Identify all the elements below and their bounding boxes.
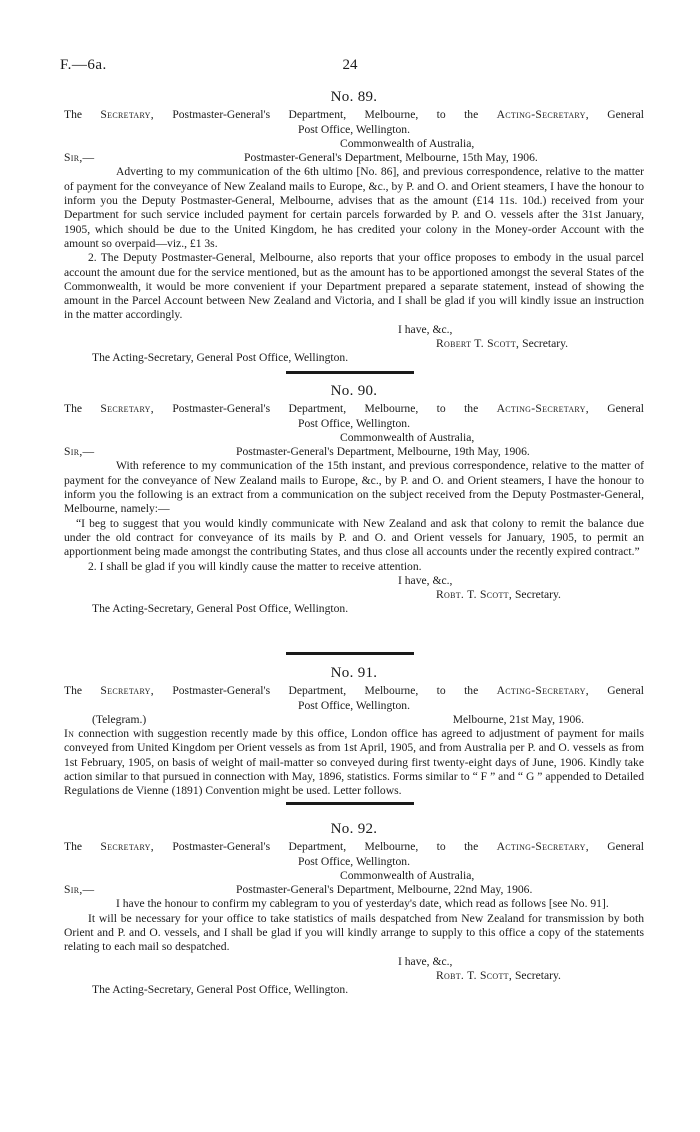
letter-number: No. 92. [330,821,378,837]
heading-mid: Postmaster-General's Department, Melbourne, to the [172,840,479,854]
letter-number: No. 91. [330,665,378,681]
addressee: The Acting-Secretary, General Post Office, Wellington. [92,983,349,997]
letter-89 [64,90,644,366]
heading-line2: Post Office, Wellington. [298,122,410,136]
heading-to: Acting-Secretary, [496,402,589,416]
signature [436,337,644,351]
telegram-row [64,713,644,727]
heading-mid: Postmaster-General's Department, Melbourne, to the [172,108,479,122]
paragraph-2: It will be necessary for your office to take statistics of mails despatched from New Zealand for transmission by both Orient and P. and O. vessels, and I shall be glad if you will kindly arrange to supply to this office a copy of the statements relating to each mail so despatched. [64,911,644,954]
salutation-row [64,883,644,897]
heading-prefix: The [64,840,83,854]
quoted-extract: “I beg to suggest that you would kindly communicate with New Zealand and ask that colony to remit the balance due under the old contract for conveyance of its mails by P. and O. and Orient vessels for January, 1905, to permit an apportionment being made amongst the contributing States, and thus close all accounts under the recently expired contract.” [64,516,644,559]
telegram-body [64,727,644,798]
telegram-text: connection with suggestion recently made by this office, London office has agreed to adjustment of payment for mails conveyed from United Kingdom per Orient vessels as from 1st April, 1905, and from Australia per P. and O. vessels as from 1st February, 1905, on basis of weight of mail-matter so conveyed during first twenty-eight days of June, 1906. Kindly take action similar to that pursued in connection with May, 1896, statistics. Forms similar to “ F ” and “ G ” appended to Detailed Regulations de Vienne (1891) Convention might be used. Letter follows. [64,727,644,798]
signature-title: Secretary. [514,588,561,602]
paragraph-1: With reference to my communication of the 15th instant, and previous correspondence, relative to the matter of payment for the conveyance of New Zealand mails to Europe, &c., by P. and O. and Orient steamers, I have the honour to inform you the following is an extract from a communication on the subject received from the Deputy Postmaster-General, Melbourne, namely:— [64,459,644,516]
closing: I have, &c., [398,322,453,336]
heading-prefix: The [64,108,83,122]
salutation-row [64,151,644,165]
letter-number: No. 90. [330,383,378,399]
heading-suffix: General [607,840,644,854]
section-divider [286,371,414,374]
telegram-first-word: In [64,727,75,741]
heading-prefix: The [64,402,83,416]
page-number: 24 [342,57,358,73]
heading-prefix: The [64,684,83,698]
letter-heading [64,108,644,137]
telegram-label: (Telegram.) [92,712,147,726]
letter-90 [64,384,644,617]
section-divider [286,802,414,805]
closing: I have, &c., [398,954,453,968]
signature [436,969,644,983]
heading-from: Secretary, [100,684,154,698]
heading-mid: Postmaster-General's Department, Melbourne, to the [172,684,479,698]
signature-name: Robt. T. Scott, [436,588,513,602]
heading-from: Secretary, [100,840,154,854]
closing: I have, &c., [398,573,453,587]
addressee: The Acting-Secretary, General Post Office, Wellington. [92,351,349,365]
heading-to: Acting-Secretary, [496,840,589,854]
salutation: Sir,— [64,883,95,897]
addressee: The Acting-Secretary, General Post Office, Wellington. [92,602,349,616]
signature-name: Robt. T. Scott, [436,968,513,982]
letter-91 [64,666,644,799]
letter-date: Melbourne, 21st May, 1906. [452,712,584,726]
heading-line2: Post Office, Wellington. [298,698,410,712]
salutation-row [64,445,644,459]
letter-number: No. 89. [330,89,378,105]
letter-date: Postmaster-General's Department, Melbourne, 15th May, 1906. [244,151,538,165]
section-divider [286,652,414,655]
heading-to: Acting-Secretary, [496,108,589,122]
paragraph-1: I have the honour to confirm my cablegram to you of yesterday's date, which read as follows [see No. 91]. [116,897,609,911]
paragraph-1: Adverting to my communication of the 6th ultimo [No. 86], and previous correspondence, relative to the matter of payment for the conveyance of New Zealand mails to Europe, &c., by P. and O. and Orient steamers, I have the honour to inform you the Deputy Postmaster-General, Melbourne, advises that as the amount (£14 11s. 10d.) received from your Department for such service included payment for certain parcels forwarded by P. and O. vessels after the 31st January, 1905, which should be due to the United Kingdom, he has credited your colony in the Money-order Account with the amount so overpaid—viz., £1 3s. [64,165,644,250]
heading-suffix: General [607,108,644,122]
heading-suffix: General [607,684,644,698]
heading-line2: Post Office, Wellington. [298,854,410,868]
heading-from: Secretary, [100,402,154,416]
letter-heading [64,402,644,431]
signature-title: Secretary. [522,337,569,351]
heading-mid: Postmaster-General's Department, Melbourne, to the [172,402,479,416]
letter-origin: Commonwealth of Australia, [340,136,475,150]
salutation: Sir,— [64,151,95,165]
letter-origin: Commonwealth of Australia, [340,430,475,444]
heading-line2: Post Office, Wellington. [298,416,410,430]
heading-from: Secretary, [100,108,154,122]
signature-title: Secretary. [514,968,561,982]
letter-date: Postmaster-General's Department, Melbourne, 19th May, 1906. [236,445,530,459]
letter-heading [64,684,644,713]
letter-origin: Commonwealth of Australia, [340,868,475,882]
paragraph-2: 2. I shall be glad if you will kindly cause the matter to receive attention. [88,559,422,573]
paragraph-2: 2. The Deputy Postmaster-General, Melbourne, also reports that your office proposes to embody in the usual parcel account the amount due for the service mentioned, but as the amount has to be apportioned amongst the several States of the Commonwealth, it would be more convenient if your Department prepared a separate statement, instead of showing the amount in the Parcel Account between New Zealand and Victoria, and I shall be glad if you will kindly issue an instruction in the matter accordingly. [64,251,644,322]
signature [436,588,644,602]
document-reference: F.—6a. [60,57,107,73]
heading-to: Acting-Secretary, [496,684,589,698]
letter-date: Postmaster-General's Department, Melbourne, 22nd May, 1906. [236,883,533,897]
letter-92 [64,822,644,998]
letter-heading [64,840,644,869]
signature-name: Robert T. Scott, [436,337,520,351]
heading-suffix: General [607,402,644,416]
salutation: Sir,— [64,445,95,459]
